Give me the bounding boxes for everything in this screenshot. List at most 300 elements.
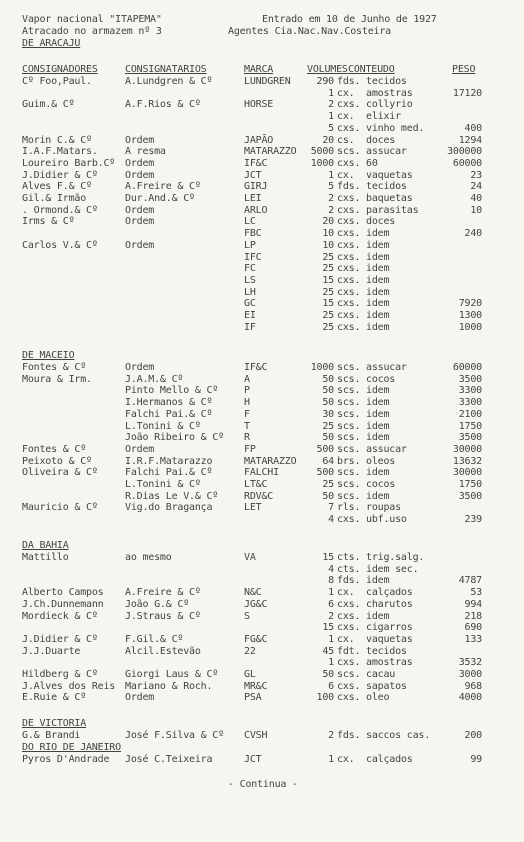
cell-conteudo: idem [366,575,390,587]
cell-peso: 3500 [458,490,482,502]
cell-conteudo: calçados [366,587,413,599]
col-header-conteudo: CONTEUDO [348,64,395,75]
cell-qty: 25 [322,479,334,490]
cell-marca: FC [244,263,256,275]
cell-qty: 50 [322,373,334,385]
cell-marca: MR&C [244,680,268,692]
cell-conteudo: collyrio [366,99,413,111]
cell-conteudo: idem [366,310,390,321]
cell-unit: cts. [337,552,361,563]
cell-consignatario: Vig.do Bragança [125,502,213,514]
cell-marca: VA [244,552,256,563]
cell-qty: 4 [328,563,334,575]
cell-marca: IFC [244,251,262,263]
cell-consignador: Guim.& Cº [22,99,75,111]
cell-unit: cxs. [337,274,361,286]
cell-peso: 7920 [458,298,482,310]
cell-unit: cxs. [337,598,361,610]
cell-peso: 994 [464,598,482,610]
cell-conteudo: tecidos [366,76,407,87]
cell-marca: FG&C [244,633,268,645]
cell-peso: 23 [470,169,482,181]
cell-consignador: Fontes & Cº [22,443,87,455]
cell-conteudo: elixir [366,111,401,123]
cell-qty: 6 [328,598,334,610]
cell-peso: 3000 [458,669,482,680]
cell-qty: 1 [328,169,334,181]
cell-peso: 2100 [458,408,482,420]
cell-unit: cts. [337,563,361,575]
cell-conteudo: ubf.uso [366,514,407,526]
cell-peso: 13632 [452,455,482,467]
cell-qty: 2 [328,610,334,622]
cell-unit: cxs. [337,122,361,134]
cell-consignatario: Ordem [125,239,155,251]
cell-consignatario: Dur.And.& Cº [125,193,195,204]
cell-consignatario: Alcil.Estevão [125,645,201,657]
cell-peso: 53 [470,587,482,599]
cell-qty: 5 [328,181,334,193]
cell-qty: 30 [322,408,334,420]
cell-unit: cx. [337,87,355,99]
cell-conteudo: oleos [366,455,396,467]
cell-conteudo: vaquetas [366,633,413,645]
cell-unit: cxs. [337,263,361,275]
cell-consignatario: Ordem [125,169,155,181]
cell-marca: LET [244,502,262,514]
cell-conteudo: tecidos [366,181,407,193]
cell-qty: 25 [322,251,334,263]
cell-unit: cxs. [337,204,361,216]
cell-peso: 4000 [458,692,482,704]
cell-consignatario: João Ribeiro & Cº [125,432,224,444]
cell-peso: 240 [464,228,482,240]
col-header-marca: MARCA [244,64,274,75]
cell-qty: 25 [322,286,334,298]
section-title: DE MACEIO [22,350,75,361]
cell-qty: 2 [328,99,334,111]
cell-qty: 1000 [310,157,334,169]
cell-unit: cxs. [337,193,361,204]
cell-qty: 1 [328,587,334,599]
cell-marca: H [244,397,250,409]
cell-consignador: Alves F.& Cº [22,181,92,193]
cell-peso: 4787 [458,575,482,587]
cell-conteudo: cocos [366,373,396,385]
cell-peso: 40 [470,193,482,204]
cell-conteudo: idem sec. [366,563,419,575]
cell-qty: 15 [322,298,334,310]
cell-qty: 290 [316,76,334,87]
cell-peso: 60000 [452,362,482,373]
section-title: DO RIO DE JANEIRO [22,742,121,753]
cell-conteudo: idem [366,251,390,263]
cell-qty: 45 [322,645,334,657]
cell-marca: FBC [244,228,262,240]
cell-peso: 10 [470,204,482,216]
cell-marca: N&C [244,587,262,599]
cell-unit: scs. [337,479,361,490]
cell-unit: scs. [337,432,361,444]
cell-unit: cxs. [337,239,361,251]
cell-consignador: Cº Foo,Paul. [22,76,92,87]
cell-unit: fds. [337,76,361,87]
cell-conteudo: cigarros [366,622,413,634]
cell-consignatario: A.Lundgren & Cº [125,76,213,87]
cell-unit: cxs. [337,622,361,634]
cell-consignatario: Ordem [125,443,155,455]
col-header-consignatarios: CONSIGNATARIOS [125,64,207,75]
cell-qty: 50 [322,669,334,680]
cell-marca: FALCHI [244,467,279,479]
arrival-date: Entrado em 10 de Junho de 1927 [262,14,437,25]
cell-conteudo: idem [366,298,390,310]
cell-qty: 1 [328,633,334,645]
cell-peso: 400 [464,122,482,134]
cell-conteudo: 60 [366,157,378,169]
dock-line: Atracado no armazem nº 3 [22,26,162,37]
cell-unit: scs. [337,362,361,373]
cell-marca: MATARAZZO [244,455,297,467]
cell-conteudo: idem [366,467,390,479]
cell-conteudo: oleo [366,692,390,704]
cell-consignador: Gil.& Irmão [22,193,87,204]
cell-unit: cxs. [337,610,361,622]
cell-consignatario: F.Gil.& Cº [125,633,184,645]
cell-conteudo: assucar [366,362,407,373]
cell-consignador: Oliveira & Cº [22,467,98,479]
cell-marca: R [244,432,250,444]
cell-consignatario: L.Tonini & Cº [125,420,201,432]
cell-qty: 10 [322,239,334,251]
cell-conteudo: idem [366,385,390,397]
cell-marca: S [244,610,250,622]
origin-port-title: DE ARACAJU [22,38,81,49]
cell-peso: 1300 [458,310,482,321]
cell-marca: JCT [244,754,262,765]
cell-consignador: Alberto Campos [22,587,104,599]
cell-peso: 3300 [458,397,482,409]
cell-consignatario: ao mesmo [125,552,172,563]
cell-conteudo: calçados [366,754,413,765]
cell-unit: fds. [337,575,361,587]
cell-consignatario: Ordem [125,157,155,169]
cell-consignatario: A resma [125,146,166,158]
cell-qty: 2 [328,193,334,204]
cell-peso: 99 [470,754,482,765]
cell-consignador: Morin C.& Cº [22,134,92,146]
cell-qty: 15 [322,552,334,563]
cell-consignatario: Ordem [125,134,155,146]
cell-qty: 50 [322,432,334,444]
cell-qty: 15 [322,622,334,634]
cell-qty: 5000 [310,146,334,158]
cell-conteudo: idem [366,432,390,444]
cell-peso: 690 [464,622,482,634]
cell-peso: 3500 [458,432,482,444]
cell-consignatario: José C.Teixeira [125,754,213,765]
cell-consignador: J.J.Duarte [22,645,81,657]
cell-unit: cxs. [337,251,361,263]
cell-conteudo: amostras [366,657,413,669]
cell-peso: 133 [464,633,482,645]
cell-peso: 200 [464,730,482,741]
cell-marca: 22 [244,645,256,657]
cell-unit: cxs. [337,692,361,704]
cell-peso: 239 [464,514,482,526]
cell-conteudo: idem [366,397,390,409]
cell-unit: scs. [337,146,361,158]
cell-peso: 30000 [452,443,482,455]
cell-unit: cxs. [337,680,361,692]
cell-consignatario: I.R.F.Matarazzo [125,455,213,467]
cell-peso: 60000 [452,157,482,169]
cell-peso: 1000 [458,321,482,333]
cell-qty: 500 [316,443,334,455]
cell-consignatario: Falchi Pai.& Cº [125,467,213,479]
cell-consignador: Moura & Irm. [22,373,92,385]
cell-unit: cxs. [337,514,361,526]
cell-conteudo: assucar [366,443,407,455]
cell-unit: cxs. [337,99,361,111]
cell-consignador: E.Ruie & Cº [22,692,87,704]
cell-unit: cxs. [337,657,361,669]
cell-consignatario: Ordem [125,362,155,373]
cell-unit: cxs. [337,298,361,310]
cell-peso: 1750 [458,479,482,490]
cell-conteudo: cocos [366,479,396,490]
cell-consignador: J.Didier & Cº [22,169,98,181]
cell-marca: JG&C [244,598,268,610]
cell-consignador: G.& Brandi [22,730,81,741]
cell-unit: cxs. [337,321,361,333]
cell-peso: 3532 [458,657,482,669]
cell-unit: cxs. [337,310,361,321]
cell-peso: 968 [464,680,482,692]
cell-unit: cxs. [337,216,361,228]
cell-qty: 8 [328,575,334,587]
cell-qty: 6 [328,680,334,692]
cell-consignatario: Mariano & Roch. [125,680,213,692]
cell-marca: LC [244,216,256,228]
cell-consignador: Fontes & Cº [22,362,87,373]
cell-peso: 30000 [452,467,482,479]
cell-consignador: Carlos V.& Cº [22,239,98,251]
cell-unit: brs. [337,455,361,467]
col-header-peso: PESO [452,64,476,75]
cell-unit: cxs. [337,157,361,169]
cell-consignador: Pyros D'Andrade [22,754,110,765]
cell-consignador: . Ormond.& Cº [22,204,98,216]
cell-marca: LEI [244,193,262,204]
cell-consignatario: João G.& Cº [125,598,190,610]
cell-consignador: Mattillo [22,552,69,563]
cell-marca: JCT [244,169,262,181]
cell-qty: 2 [328,730,334,741]
cell-marca: ARLO [244,204,268,216]
cell-qty: 4 [328,514,334,526]
cell-conteudo: idem [366,420,390,432]
cell-conteudo: trig.salg. [366,552,425,563]
cell-conteudo: baquetas [366,193,413,204]
cell-consignador: Loureiro Barb.Cº [22,157,116,169]
cell-marca: IF&C [244,362,268,373]
cell-marca: A [244,373,250,385]
cell-unit: fds. [337,730,361,741]
cell-unit: scs. [337,397,361,409]
cell-conteudo: idem [366,263,390,275]
cell-qty: 15 [322,274,334,286]
cell-marca: MATARAZZO [244,146,297,158]
cell-unit: cx. [337,587,355,599]
cell-unit: cx. [337,754,355,765]
cell-qty: 25 [322,310,334,321]
cell-conteudo: idem [366,490,390,502]
cell-unit: scs. [337,408,361,420]
cell-conteudo: cacau [366,669,396,680]
cell-qty: 64 [322,455,334,467]
cell-consignatario: Ordem [125,692,155,704]
cell-peso: 3500 [458,373,482,385]
cell-conteudo: idem [366,228,390,240]
cell-peso: 300000 [447,146,482,158]
cell-qty: 5 [328,122,334,134]
cell-unit: scs. [337,373,361,385]
cell-unit: cx. [337,111,355,123]
cell-conteudo: charutos [366,598,413,610]
cell-consignatario: A.F.Rios & Cº [125,99,201,111]
cell-qty: 1 [328,657,334,669]
cell-marca: LP [244,239,256,251]
cell-consignatario: J.Straus & Cº [125,610,201,622]
cell-unit: cx. [337,633,355,645]
cell-qty: 1000 [310,362,334,373]
cell-unit: fds. [337,181,361,193]
cell-consignador: I.A.F.Matars. [22,146,98,158]
agents-line: Agentes Cia.Nac.Nav.Costeira [228,26,391,37]
cell-marca: T [244,420,250,432]
cell-conteudo: assucar [366,146,407,158]
cell-unit: scs. [337,385,361,397]
continued-footer: - Continua - [228,779,298,790]
cell-consignatario: A.Freire & Cº [125,587,201,599]
cell-conteudo: idem [366,274,390,286]
cell-consignatario: Falchi Pai.& Cº [125,408,213,420]
cell-consignatario: Ordem [125,216,155,228]
cell-marca: IF [244,321,256,333]
cell-peso: 17120 [452,87,482,99]
cell-unit: scs. [337,669,361,680]
cell-conteudo: idem [366,239,390,251]
cell-qty: 25 [322,420,334,432]
cell-marca: LT&C [244,479,268,490]
cell-unit: scs. [337,443,361,455]
cell-conteudo: amostras [366,87,413,99]
cell-conteudo: doces [366,134,396,146]
cell-peso: 24 [470,181,482,193]
cell-consignatario: Ordem [125,204,155,216]
cell-consignador: Hildberg & Cº [22,669,98,680]
cell-consignatario: José F.Silva & Cº [125,730,224,741]
col-header-volumes: VOLUMES [307,64,348,75]
cell-qty: 10 [322,228,334,240]
cell-qty: 1 [328,754,334,765]
cell-consignador: J.Ch.Dunnemann [22,598,104,610]
cell-conteudo: doces [366,216,396,228]
cell-unit: cx. [337,169,355,181]
cell-qty: 20 [322,134,334,146]
cell-qty: 50 [322,490,334,502]
cell-peso: 3300 [458,385,482,397]
col-header-consignadores: CONSIGNADORES [22,64,98,75]
cell-consignador: Mauricio & Cº [22,502,98,514]
cell-conteudo: tecidos [366,645,407,657]
cell-qty: 20 [322,216,334,228]
cell-marca: EI [244,310,256,321]
cell-unit: scs. [337,467,361,479]
cell-marca: HORSE [244,99,274,111]
cell-conteudo: sapatos [366,680,407,692]
cell-conteudo: idem [366,321,390,333]
cell-conteudo: idem [366,610,390,622]
cell-conteudo: parasitas [366,204,419,216]
cell-qty: 25 [322,263,334,275]
cell-marca: FP [244,443,256,455]
cell-marca: LUNDGREN [244,76,291,87]
cell-marca: F [244,408,250,420]
vessel-line: Vapor nacional "ITAPEMA" [22,14,162,25]
cell-marca: RDV&C [244,490,274,502]
cell-conteudo: vinho med. [366,122,425,134]
cell-qty: 25 [322,321,334,333]
cell-consignador: Irms & Cº [22,216,75,228]
cell-marca: GIRJ [244,181,268,193]
cell-conteudo: saccos cas. [366,730,431,741]
cell-marca: GC [244,298,256,310]
cell-unit: fdt. [337,645,361,657]
cell-qty: 50 [322,397,334,409]
cell-qty: 50 [322,385,334,397]
cell-qty: 100 [316,692,334,704]
cell-conteudo: idem [366,286,390,298]
cell-qty: 2 [328,204,334,216]
cell-qty: 1 [328,111,334,123]
cell-marca: P [244,385,250,397]
cell-consignador: Mordieck & Cº [22,610,98,622]
cell-unit: cxs. [337,228,361,240]
cell-consignador: Peixoto & Cº [22,455,92,467]
cell-marca: PSA [244,692,262,704]
cell-marca: LS [244,274,256,286]
section-title: DE VICTORIA [22,718,87,729]
cell-marca: CVSH [244,730,268,741]
cell-unit: scs. [337,490,361,502]
section-title: DA BAHIA [22,540,69,551]
cell-unit: cxs. [337,286,361,298]
cell-marca: LH [244,286,256,298]
cell-consignatario: Pinto Mello & Cº [125,385,219,397]
cell-conteudo: roupas [366,502,401,514]
cell-consignatario: L.Tonini & Cº [125,479,201,490]
cell-consignador: J.Alves dos Reis [22,680,116,692]
cell-unit: cs. [337,134,355,146]
cell-consignatario: A.Freire & Cº [125,181,201,193]
cell-marca: GL [244,669,256,680]
cell-qty: 7 [328,502,334,514]
cell-consignador: J.Didier & Cº [22,633,98,645]
cell-qty: 1 [328,87,334,99]
cell-marca: IF&C [244,157,268,169]
